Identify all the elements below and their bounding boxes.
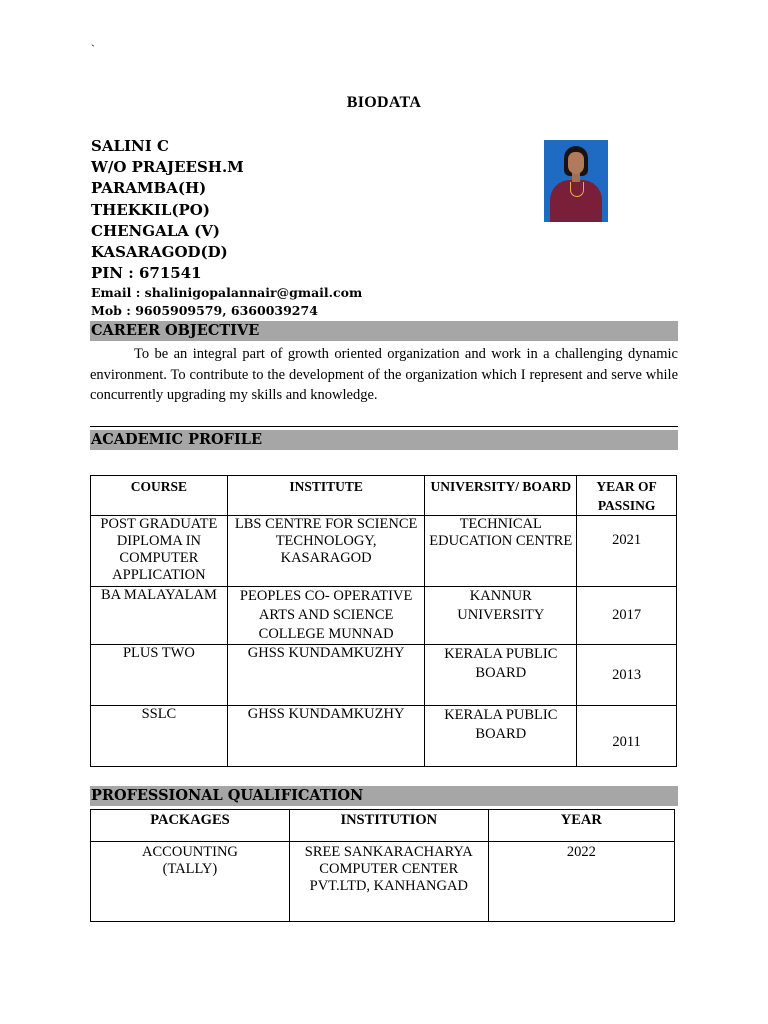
district-line: KASARAGOD(D) [91, 243, 228, 262]
email-line: Email : shalinigopalannair@gmail.com [91, 285, 363, 300]
name-line: SALINI C [91, 137, 169, 155]
academic-profile-heading: ACADEMIC PROFILE [90, 430, 678, 450]
divider [90, 426, 678, 427]
table-row [91, 706, 677, 767]
table-cell: LBS CENTRE FOR SCIENCE TECHNOLOGY, KASARAGOD [227, 516, 425, 587]
pin-line: PIN : 671541 [91, 264, 202, 283]
career-objective-heading: CAREER OBJECTIVE [90, 321, 678, 341]
mobile-line: Mob : 9605909579, 6360039274 [91, 303, 318, 318]
table-cell: SREE SANKARACHARYA COMPUTER CENTER PVT.LTD, KANHANGAD [289, 842, 488, 922]
career-objective-text: To be an integral part of growth oriented organization and work in a challenging dynamic environment. To contribute to the development of the organization which I represent and serve while concurrently upgrading my skills and knowledge. [90, 346, 678, 403]
village-line: CHENGALA (V) [91, 221, 220, 240]
table-cell: SSLC [91, 706, 228, 767]
table-row [91, 645, 677, 706]
column-header-university: UNIVERSITY/ BOARD [425, 476, 577, 516]
professional-qualification-heading: PROFESSIONAL QUALIFICATION [90, 786, 678, 806]
table-row [91, 842, 675, 922]
column-header-institution: INSTITUTION [289, 810, 488, 842]
spouse-line: W/O PRAJEESH.M [91, 158, 244, 177]
table-cell: POST GRADUATE DIPLOMA IN COMPUTER APPLICATION [91, 516, 228, 587]
table-cell: 2013 [577, 645, 677, 706]
column-header-packages: PACKAGES [91, 810, 290, 842]
column-header-year: YEAR OF PASSING [577, 476, 677, 516]
house-line: PARAMBA(H) [91, 179, 207, 198]
top-mark: ` [91, 42, 95, 56]
table-cell: 2022 [488, 842, 674, 922]
professional-table [90, 809, 675, 922]
table-cell: PLUS TWO [91, 645, 228, 706]
table-cell: PEOPLES CO- OPERATIVE ARTS AND SCIENCE COLLEGE MUNNAD [227, 587, 425, 645]
table-cell: GHSS KUNDAMKUZHY [227, 706, 425, 767]
page-title: BIODATA [346, 94, 422, 111]
contact-block [91, 284, 362, 320]
table-cell: KERALA PUBLIC BOARD [425, 706, 577, 767]
table-cell: KERALA PUBLIC BOARD [425, 645, 577, 706]
table-cell: 2011 [577, 706, 677, 767]
table-cell: GHSS KUNDAMKUZHY [227, 645, 425, 706]
address-block [91, 136, 244, 284]
table-cell: TECHNICAL EDUCATION CENTRE [425, 516, 577, 587]
table-cell: 2021 [577, 516, 677, 587]
column-header-course: COURSE [91, 476, 228, 516]
column-header-institute: INSTITUTE [227, 476, 425, 516]
table-cell: KANNUR UNIVERSITY [425, 587, 577, 645]
table-cell: BA MALAYALAM [91, 587, 228, 645]
academic-table [90, 475, 677, 767]
post-office-line: THEKKIL(PO) [91, 200, 210, 219]
column-header-year: YEAR [488, 810, 674, 842]
table-cell: 2017 [577, 587, 677, 645]
profile-photo [544, 140, 608, 222]
table-cell: ACCOUNTING (TALLY) [91, 842, 290, 922]
table-row [91, 516, 677, 587]
table-row [91, 587, 677, 645]
table-header-row [91, 476, 677, 516]
table-header-row [91, 810, 675, 842]
